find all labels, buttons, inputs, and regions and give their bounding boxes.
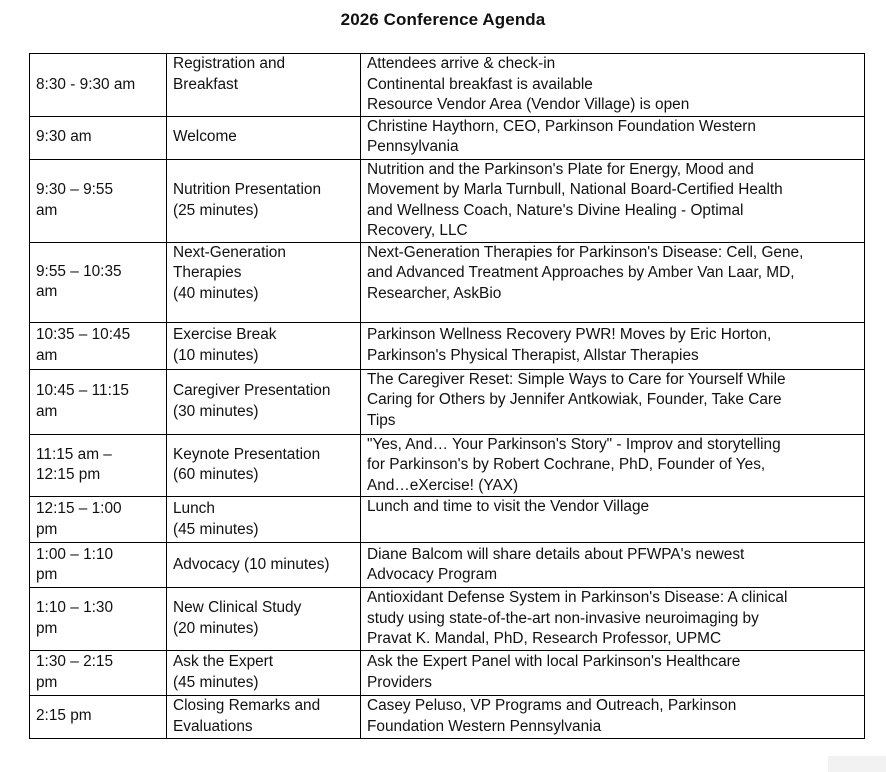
agenda-table (29, 53, 865, 739)
agenda-row (30, 588, 865, 651)
session-cell: Registration and Breakfast (167, 54, 361, 117)
time-cell: 11:15 am – 12:15 pm (30, 434, 167, 497)
time-cell: 9:30 – 9:55 am (30, 159, 167, 242)
details-cell: Antioxidant Defense System in Parkinson's Disease: A clinical study using state-of-the-art non-invasive neuroimaging by Pravat K. Mandal, PhD, Research Professor, UPMC (361, 588, 865, 651)
session-cell: Exercise Break (10 minutes) (167, 322, 361, 369)
time-cell: 10:35 – 10:45 am (30, 322, 167, 369)
session-cell: New Clinical Study (20 minutes) (167, 588, 361, 651)
agenda-row (30, 543, 865, 588)
details-cell: Next-Generation Therapies for Parkinson's Disease: Cell, Gene, and Advanced Treatment Approaches by Amber Van Laar, MD, Researcher, AskBio (361, 242, 865, 322)
time-cell: 9:30 am (30, 116, 167, 159)
page-title: 2026 Conference Agenda (340, 10, 546, 29)
details-cell: Parkinson Wellness Recovery PWR! Moves by Eric Horton, Parkinson's Physical Therapist, Allstar Therapies (361, 322, 865, 369)
agenda-row (30, 650, 865, 695)
time-cell: 10:45 – 11:15 am (30, 369, 167, 434)
session-cell: Closing Remarks and Evaluations (167, 695, 361, 738)
agenda-row (30, 322, 865, 369)
details-cell: Nutrition and the Parkinson's Plate for Energy, Mood and Movement by Marla Turnbull, National Board-Certified Health and Wellness Coach, Nature's Divine Healing - Optimal Recovery, LLC (361, 159, 865, 242)
agenda-row (30, 695, 865, 738)
agenda-row (30, 116, 865, 159)
session-cell: Caregiver Presentation (30 minutes) (167, 369, 361, 434)
session-cell: Keynote Presentation (60 minutes) (167, 434, 361, 497)
session-cell: Next-Generation Therapies (40 minutes) (167, 242, 361, 322)
time-cell: 9:55 – 10:35 am (30, 242, 167, 322)
agenda-row (30, 434, 865, 497)
time-cell: 1:00 – 1:10 pm (30, 543, 167, 588)
session-cell: Advocacy (10 minutes) (167, 543, 361, 588)
agenda-row (30, 159, 865, 242)
details-cell: Christine Haythorn, CEO, Parkinson Foundation Western Pennsylvania (361, 116, 865, 159)
details-cell: Attendees arrive & check-in Continental breakfast is available Resource Vendor Area (Vendor Village) is open (361, 54, 865, 117)
time-cell: 2:15 pm (30, 695, 167, 738)
agenda-row (30, 54, 865, 117)
corner-shading (828, 756, 886, 772)
time-cell: 1:30 – 2:15 pm (30, 650, 167, 695)
agenda-row (30, 242, 865, 322)
time-cell: 1:10 – 1:30 pm (30, 588, 167, 651)
session-cell: Nutrition Presentation (25 minutes) (167, 159, 361, 242)
agenda-row (30, 369, 865, 434)
time-cell: 12:15 – 1:00 pm (30, 497, 167, 543)
details-cell: "Yes, And… Your Parkinson's Story" - Improv and storytelling for Parkinson's by Robert Cochrane, PhD, Founder of Yes, And…eXercise! (YAX) (361, 434, 865, 497)
session-cell: Ask the Expert (45 minutes) (167, 650, 361, 695)
details-cell: Casey Peluso, VP Programs and Outreach, Parkinson Foundation Western Pennsylvania (361, 695, 865, 738)
details-cell: The Caregiver Reset: Simple Ways to Care for Yourself While Caring for Others by Jennifer Antkowiak, Founder, Take Care Tips (361, 369, 865, 434)
details-cell: Ask the Expert Panel with local Parkinson's Healthcare Providers (361, 650, 865, 695)
details-cell: Lunch and time to visit the Vendor Village (361, 497, 865, 543)
time-cell: 8:30 - 9:30 am (30, 54, 167, 117)
details-cell: Diane Balcom will share details about PFWPA's newest Advocacy Program (361, 543, 865, 588)
session-cell: Lunch (45 minutes) (167, 497, 361, 543)
session-cell: Welcome (167, 116, 361, 159)
agenda-row (30, 497, 865, 543)
